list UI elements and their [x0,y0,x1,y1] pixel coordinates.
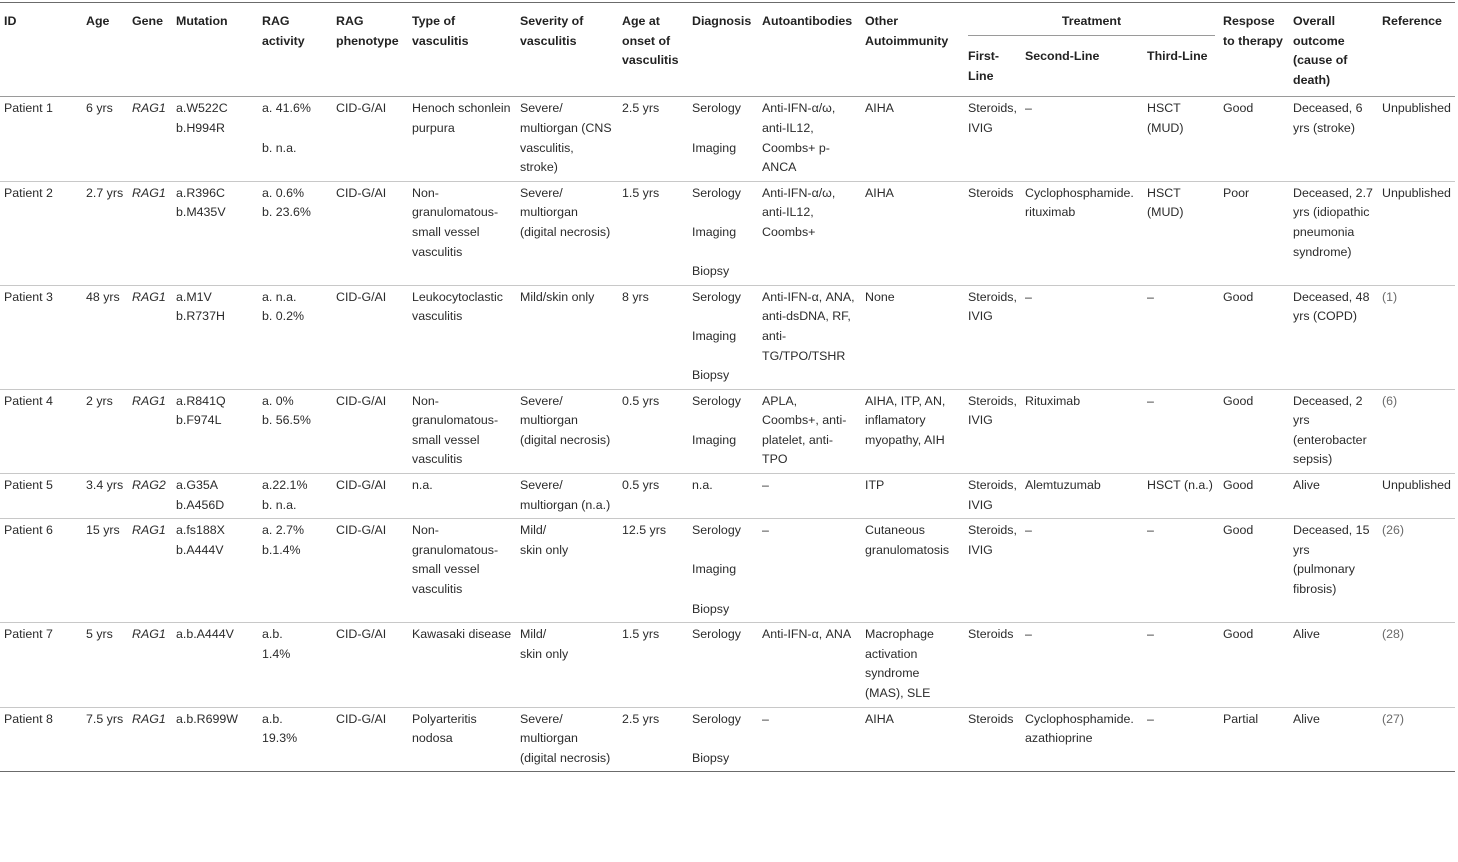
cell-other-autoimmunity: AIHA [861,181,964,285]
cell-onset: 1.5 yrs [618,623,688,707]
cell-severity: Severe/ multiorgan (n.a.) [516,474,618,519]
cell-rag-activity: a.b. 1.4% [258,623,332,707]
cell-severity: Severe/ multiorgan (digital necrosis) [516,707,618,772]
cell-type: Non-granulomatous-small vessel vasculitis [408,389,516,473]
cell-rag-phenotype: CID-G/AI [332,389,408,473]
cell-first-line: Steroids, IVIG [964,285,1021,389]
cell-age: 48 yrs [82,285,128,389]
header-mutation: Mutation [172,3,258,97]
cell-second-line: Rituximab [1021,389,1143,473]
cell-outcome: Deceased, 15 yrs (pulmonary fibrosis) [1289,519,1378,623]
header-other-autoimmunity: Other Autoimmunity [861,3,964,97]
cell-first-line: Steroids, IVIG [964,474,1021,519]
cell-mutation: a.fs188X b.A444V [172,519,258,623]
patient-table [0,2,1455,772]
cell-type: Leukocytoclastic vasculitis [408,285,516,389]
cell-diagnosis: Serology Imaging [688,97,758,181]
cell-rag-activity: a. 0.6% b. 23.6% [258,181,332,285]
header-second-line: Second-Line [1021,41,1143,97]
cell-reference: (27) [1378,707,1455,772]
cell-onset: 0.5 yrs [618,474,688,519]
header-diagnosis: Diagnosis [688,3,758,97]
cell-response: Good [1219,285,1289,389]
table-row [0,474,1455,519]
cell-severity: Severe/ multiorgan (digital necrosis) [516,389,618,473]
cell-id: Patient 3 [0,285,82,389]
header-type-of-vasculitis: Type of vasculitis [408,3,516,97]
cell-gene: RAG2 [128,474,172,519]
cell-other-autoimmunity: Cutaneous granulomatosis [861,519,964,623]
cell-response: Partial [1219,707,1289,772]
cell-rag-activity: a. 2.7% b.1.4% [258,519,332,623]
cell-mutation: a.b.A444V [172,623,258,707]
cell-reference: (6) [1378,389,1455,473]
header-response: Respose to therapy [1219,3,1289,97]
cell-severity: Severe/ multiorgan (CNS vasculitis, stroke) [516,97,618,181]
cell-gene: RAG1 [128,389,172,473]
cell-onset: 2.5 yrs [618,707,688,772]
cell-response: Good [1219,97,1289,181]
header-rag-phenotype: RAG phenotype [332,3,408,97]
cell-rag-phenotype: CID-G/AI [332,623,408,707]
cell-gene: RAG1 [128,97,172,181]
cell-reference: (28) [1378,623,1455,707]
cell-severity: Mild/skin only [516,285,618,389]
cell-id: Patient 7 [0,623,82,707]
cell-rag-phenotype: CID-G/AI [332,181,408,285]
cell-rag-phenotype: CID-G/AI [332,285,408,389]
cell-id: Patient 6 [0,519,82,623]
cell-rag-activity: a.22.1% b. n.a. [258,474,332,519]
cell-id: Patient 5 [0,474,82,519]
cell-third-line: – [1143,519,1219,623]
cell-reference: Unpublished [1378,181,1455,285]
cell-response: Poor [1219,181,1289,285]
cell-rag-activity: a. 41.6% b. n.a. [258,97,332,181]
cell-outcome: Deceased, 6 yrs (stroke) [1289,97,1378,181]
header-age: Age [82,3,128,97]
header-severity: Severity of vasculitis [516,3,618,97]
cell-other-autoimmunity: None [861,285,964,389]
cell-rag-phenotype: CID-G/AI [332,474,408,519]
cell-type: Non-granulomatous-small vessel vasculitis [408,181,516,285]
cell-outcome: Deceased, 2 yrs (enterobacter sepsis) [1289,389,1378,473]
header-first-line: First-Line [964,41,1021,97]
cell-autoantibodies: – [758,707,861,772]
cell-id: Patient 1 [0,97,82,181]
cell-diagnosis: Serology Imaging Biopsy [688,181,758,285]
cell-mutation: a.G35A b.A456D [172,474,258,519]
cell-third-line: HSCT (MUD) [1143,97,1219,181]
cell-first-line: Steroids, IVIG [964,389,1021,473]
cell-other-autoimmunity: ITP [861,474,964,519]
cell-reference: Unpublished [1378,474,1455,519]
cell-mutation: a.b.R699W [172,707,258,772]
cell-age: 2.7 yrs [82,181,128,285]
cell-gene: RAG1 [128,519,172,623]
cell-diagnosis: Serology Imaging [688,389,758,473]
cell-id: Patient 4 [0,389,82,473]
cell-gene: RAG1 [128,285,172,389]
cell-response: Good [1219,623,1289,707]
cell-other-autoimmunity: Macrophage activation syndrome (MAS), SLE [861,623,964,707]
cell-onset: 12.5 yrs [618,519,688,623]
cell-second-line: – [1021,285,1143,389]
cell-rag-activity: a. n.a. b. 0.2% [258,285,332,389]
table-row [0,181,1455,285]
table-row [0,389,1455,473]
cell-rag-phenotype: CID-G/AI [332,519,408,623]
cell-gene: RAG1 [128,707,172,772]
table-row [0,285,1455,389]
header-autoantibodies: Autoantibodies [758,3,861,97]
cell-response: Good [1219,519,1289,623]
cell-onset: 1.5 yrs [618,181,688,285]
table-header [0,3,1455,97]
cell-second-line: – [1021,519,1143,623]
cell-type: Non-granulomatous-small vessel vasculitis [408,519,516,623]
header-outcome: Overall outcome (cause of death) [1289,3,1378,97]
cell-first-line: Steroids [964,707,1021,772]
cell-reference: (1) [1378,285,1455,389]
cell-second-line: – [1021,623,1143,707]
cell-third-line: – [1143,707,1219,772]
cell-second-line: Cyclophosphamide. azathioprine [1021,707,1143,772]
cell-mutation: a.R841Q b.F974L [172,389,258,473]
cell-mutation: a.M1V b.R737H [172,285,258,389]
cell-other-autoimmunity: AIHA, ITP, AN, inflamatory myopathy, AIH [861,389,964,473]
cell-onset: 2.5 yrs [618,97,688,181]
header-reference: Reference [1378,3,1455,97]
cell-autoantibodies: – [758,474,861,519]
cell-response: Good [1219,389,1289,473]
cell-gene: RAG1 [128,623,172,707]
cell-first-line: Steroids, IVIG [964,519,1021,623]
cell-age: 2 yrs [82,389,128,473]
cell-age: 5 yrs [82,623,128,707]
cell-third-line: HSCT (MUD) [1143,181,1219,285]
cell-diagnosis: Serology Biopsy [688,707,758,772]
cell-age: 3.4 yrs [82,474,128,519]
cell-rag-activity: a. 0% b. 56.5% [258,389,332,473]
cell-severity: Mild/ skin only [516,623,618,707]
cell-mutation: a.W522C b.H994R [172,97,258,181]
cell-type: Henoch schonlein purpura [408,97,516,181]
cell-onset: 0.5 yrs [618,389,688,473]
table-row [0,97,1455,181]
cell-severity: Mild/ skin only [516,519,618,623]
cell-type: Polyarteritis nodosa [408,707,516,772]
cell-second-line: – [1021,97,1143,181]
cell-mutation: a.R396C b.M435V [172,181,258,285]
header-age-at-onset: Age at onset of vasculitis [618,3,688,97]
cell-outcome: Alive [1289,474,1378,519]
cell-diagnosis: n.a. [688,474,758,519]
cell-rag-phenotype: CID-G/AI [332,707,408,772]
cell-autoantibodies: Anti-IFN-α/ω, anti-IL12, Coombs+ [758,181,861,285]
cell-diagnosis: Serology Imaging Biopsy [688,519,758,623]
cell-autoantibodies: Anti-IFN-α, ANA [758,623,861,707]
cell-age: 6 yrs [82,97,128,181]
cell-other-autoimmunity: AIHA [861,707,964,772]
cell-onset: 8 yrs [618,285,688,389]
cell-outcome: Deceased, 2.7 yrs (idiopathic pneumonia syndrome) [1289,181,1378,285]
cell-outcome: Deceased, 48 yrs (COPD) [1289,285,1378,389]
header-gene: Gene [128,3,172,97]
cell-second-line: Cyclophosphamide. rituximab [1021,181,1143,285]
header-rag-activity: RAG activity [258,3,332,97]
table-row [0,519,1455,623]
header-third-line: Third-Line [1143,41,1219,97]
cell-id: Patient 8 [0,707,82,772]
cell-second-line: Alemtuzumab [1021,474,1143,519]
table-row [0,623,1455,707]
cell-type: n.a. [408,474,516,519]
cell-diagnosis: Serology Imaging Biopsy [688,285,758,389]
table-body [0,97,1455,772]
cell-gene: RAG1 [128,181,172,285]
cell-third-line: – [1143,285,1219,389]
cell-third-line: HSCT (n.a.) [1143,474,1219,519]
cell-first-line: Steroids [964,623,1021,707]
cell-age: 7.5 yrs [82,707,128,772]
table-row [0,707,1455,772]
cell-autoantibodies: APLA, Coombs+, anti-platelet, anti-TPO [758,389,861,473]
cell-severity: Severe/ multiorgan (digital necrosis) [516,181,618,285]
cell-rag-phenotype: CID-G/AI [332,97,408,181]
cell-autoantibodies: Anti-IFN-α, ANA, anti-dsDNA, RF, anti-TG/TPO/TSHR [758,285,861,389]
cell-autoantibodies: Anti-IFN-α/ω, anti-IL12, Coombs+ p-ANCA [758,97,861,181]
cell-first-line: Steroids [964,181,1021,285]
cell-age: 15 yrs [82,519,128,623]
cell-reference: Unpublished [1378,97,1455,181]
cell-other-autoimmunity: AIHA [861,97,964,181]
cell-third-line: – [1143,389,1219,473]
cell-type: Kawasaki disease [408,623,516,707]
cell-autoantibodies: – [758,519,861,623]
cell-third-line: – [1143,623,1219,707]
header-treatment: Treatment [964,3,1219,42]
header-id: ID [0,3,82,97]
cell-response: Good [1219,474,1289,519]
cell-rag-activity: a.b. 19.3% [258,707,332,772]
cell-outcome: Alive [1289,707,1378,772]
cell-reference: (26) [1378,519,1455,623]
cell-first-line: Steroids, IVIG [964,97,1021,181]
cell-id: Patient 2 [0,181,82,285]
cell-diagnosis: Serology [688,623,758,707]
cell-outcome: Alive [1289,623,1378,707]
